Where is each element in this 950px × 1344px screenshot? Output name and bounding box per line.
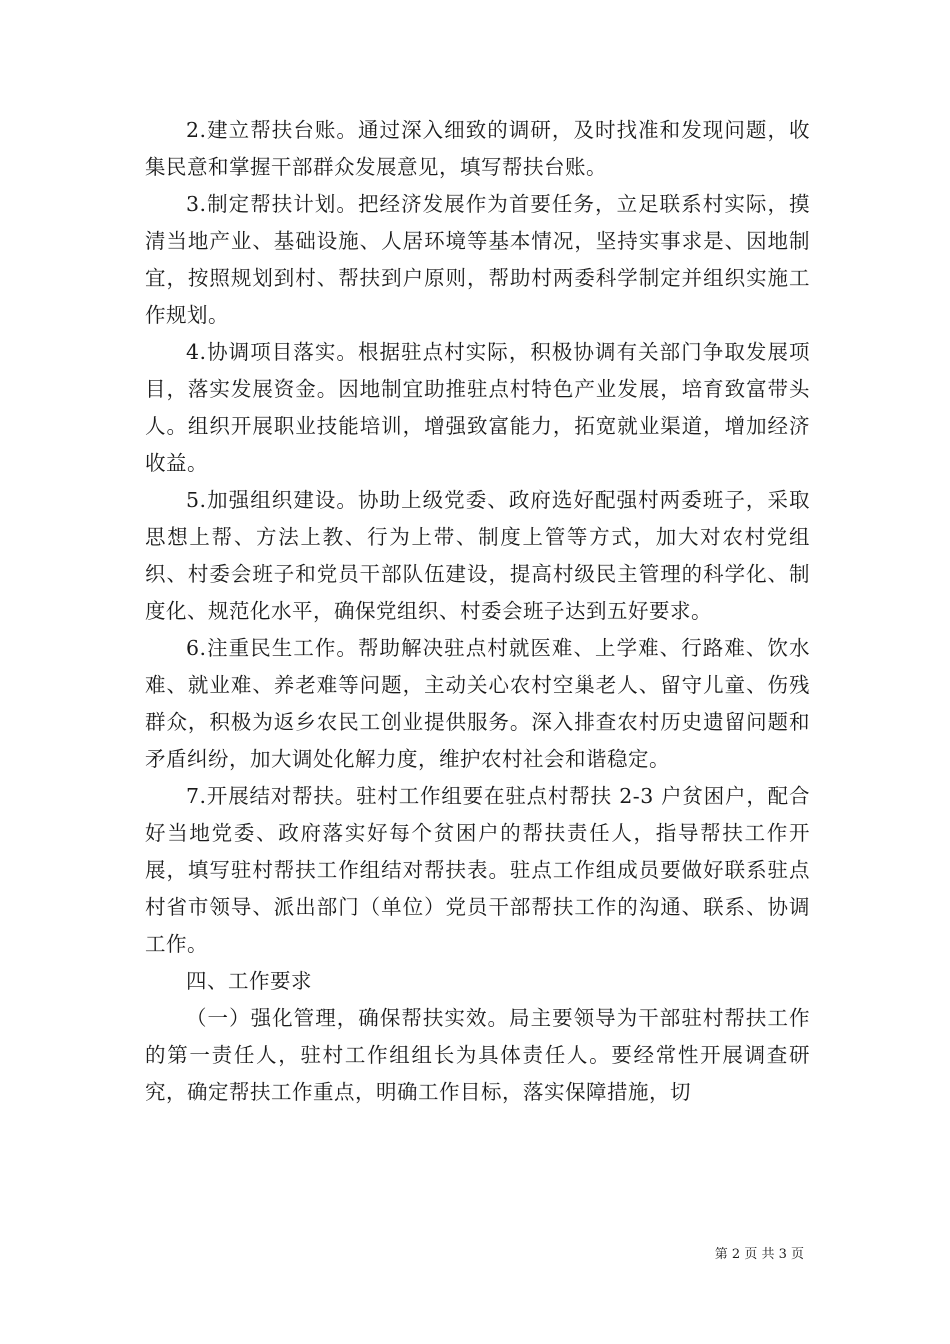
document-body	[145, 112, 810, 1111]
paragraph-item-2: 2.建立帮扶台账。通过深入细致的调研，及时找准和发现问题，收集民意和掌握干部群众发展意见，填写帮扶台账。	[145, 118, 810, 179]
paragraph-item-4: 4.协调项目落实。根据驻点村实际，积极协调有关部门争取发展项目，落实发展资金。因地制宜助推驻点村特色产业发展，培育致富带头人。组织开展职业技能培训，增强致富能力，拓宽就业渠道，增加经济收益。	[145, 340, 810, 475]
paragraph-item-3: 3.制定帮扶计划。把经济发展作为首要任务，立足联系村实际，摸清当地产业、基础设施、人居环境等基本情况，坚持实事求是、因地制宜，按照规划到村、帮扶到户原则，帮助村两委科学制定并组织实施工作规划。	[145, 192, 810, 327]
section-heading-requirements: 四、工作要求	[186, 969, 312, 993]
page-number-footer: 第 2 页 共 3 页	[714, 1247, 804, 1262]
paragraph-item-5: 5.加强组织建设。协助上级党委、政府选好配强村两委班子，采取思想上帮、方法上教、行为上带、制度上管等方式，加大对农村党组织、村委会班子和党员干部队伍建设，提高村级民主管理的科学化、制度化、规范化水平，确保党组织、村委会班子达到五好要求。	[145, 488, 810, 623]
paragraph-item-7: 7.开展结对帮扶。驻村工作组要在驻点村帮扶 2-3 户贫困户，配合好当地党委、政府落实好每个贫困户的帮扶责任人，指导帮扶工作开展，填写驻村帮扶工作组结对帮扶表。驻点工作组成员要做好联系驻点村省市领导、派出部门（单位）党员干部帮扶工作的沟通、联系、协调工作。	[145, 784, 810, 956]
paragraph-item-6: 6.注重民生工作。帮助解决驻点村就医难、上学难、行路难、饮水难、就业难、养老难等问题，主动关心农村空巢老人、留守儿童、伤残群众，积极为返乡农民工创业提供服务。深入排查农村历史遗留问题和矛盾纠纷，加大调处化解力度，维护农村社会和谐稳定。	[145, 636, 810, 771]
paragraph-requirement-1: （一）强化管理，确保帮扶实效。局主要领导为干部驻村帮扶工作的第一责任人，驻村工作组组长为具体责任人。要经常性开展调查研究，确定帮扶工作重点，明确工作目标，落实保障措施，切	[145, 1006, 810, 1104]
